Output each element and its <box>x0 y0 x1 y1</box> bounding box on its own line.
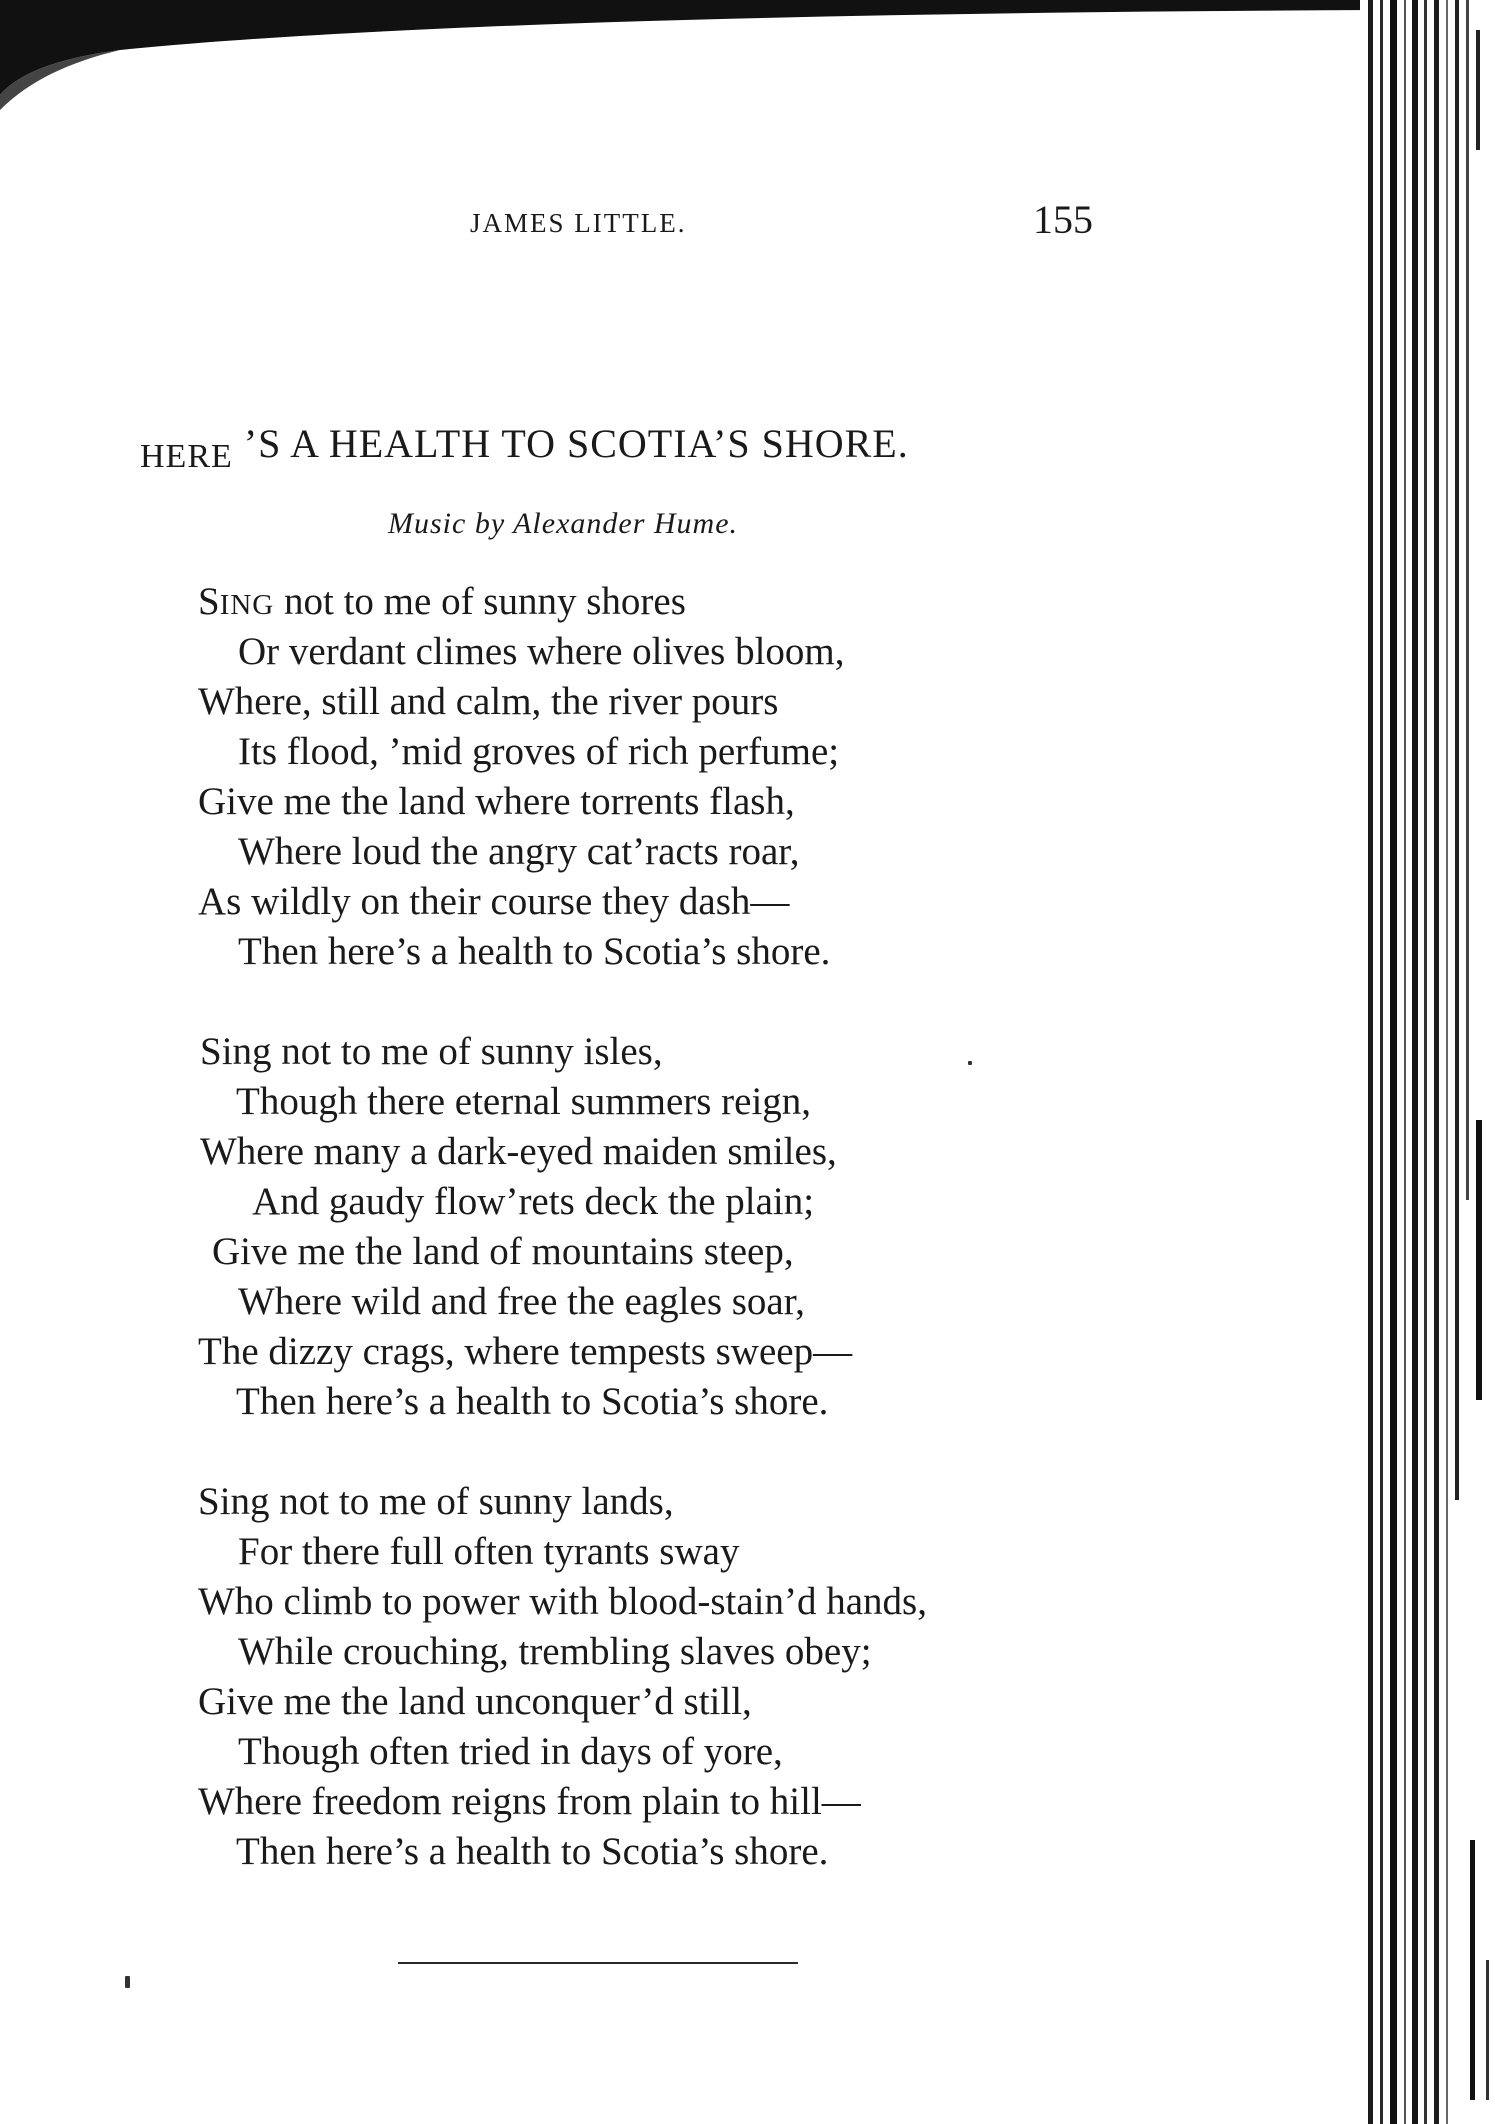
stanza-3-line-4: While crouching, trembling slaves obey; <box>238 1630 872 1673</box>
poem-title <box>140 420 909 475</box>
stanza-1-line-1 <box>198 578 686 629</box>
stanza-1-line-8: Then here’s a health to Scotia’s shore. <box>238 930 831 973</box>
stanza-2-line-3: Where many a dark-eyed maiden smiles, <box>200 1130 837 1173</box>
stanza-2-line-4: And gaudy flow’rets deck the plain; <box>252 1180 815 1223</box>
stanza-1-line-5: Give me the land where torrents flash, <box>198 780 795 823</box>
stanza-1-line-2: Or verdant climes where olives bloom, <box>238 630 845 673</box>
stanza-3-line-8: Then here’s a health to Scotia’s shore. <box>236 1830 829 1873</box>
stanza-1-line-7: As wildly on their course they dash— <box>198 880 790 923</box>
stanza-2-line-5: Give me the land of mountains steep, <box>212 1230 794 1273</box>
page-number: 155 <box>1033 197 1093 242</box>
stanza-2-line-1: Sing not to me of sunny isles, <box>200 1030 663 1073</box>
stanza-2-line-7: The dizzy crags, where tempests sweep— <box>198 1330 853 1373</box>
first-line-rest: not to me of sunny shores <box>274 580 686 623</box>
music-credit: Music by Alexander Hume. <box>388 507 739 540</box>
first-word-smallcaps: ING <box>219 589 275 621</box>
stanza-3-line-5: Give me the land unconquer’d still, <box>198 1680 752 1723</box>
stanza-1-line-3: Where, still and calm, the river pours <box>198 680 779 723</box>
poem-title-rest: ’S A HEALTH TO SCOTIA’S SHORE. <box>232 421 909 466</box>
stanza-2-line-2: Though there eternal summers reign, <box>236 1080 812 1123</box>
running-head: JAMES LITTLE. <box>470 208 687 238</box>
stanza-2-line-8: Then here’s a health to Scotia’s shore. <box>236 1380 829 1423</box>
poem-title-lead: HERE <box>140 438 233 475</box>
stanza-2-line-6: Where wild and free the eagles soar, <box>238 1280 805 1323</box>
stanza-1-line-4: Its flood, ’mid groves of rich perfume; <box>238 730 840 773</box>
stanza-3-line-7: Where freedom reigns from plain to hill— <box>198 1780 861 1823</box>
stanza-3-line-1: Sing not to me of sunny lands, <box>198 1480 674 1523</box>
scan-speck <box>968 1061 972 1065</box>
stanza-3-line-2: For there full often tyrants sway <box>238 1530 740 1573</box>
stanza-1-line-6: Where loud the angry cat’racts roar, <box>238 830 800 873</box>
scan-top-shadow <box>0 0 1495 110</box>
scan-right-edge <box>1360 0 1495 2124</box>
stanza-3-line-3: Who climb to power with blood-stain’d hands, <box>198 1580 927 1623</box>
drop-cap: S <box>198 580 220 623</box>
end-rule <box>398 1962 798 1964</box>
stanza-3-line-6: Though often tried in days of yore, <box>238 1730 783 1773</box>
scan-speck <box>125 1976 130 1988</box>
